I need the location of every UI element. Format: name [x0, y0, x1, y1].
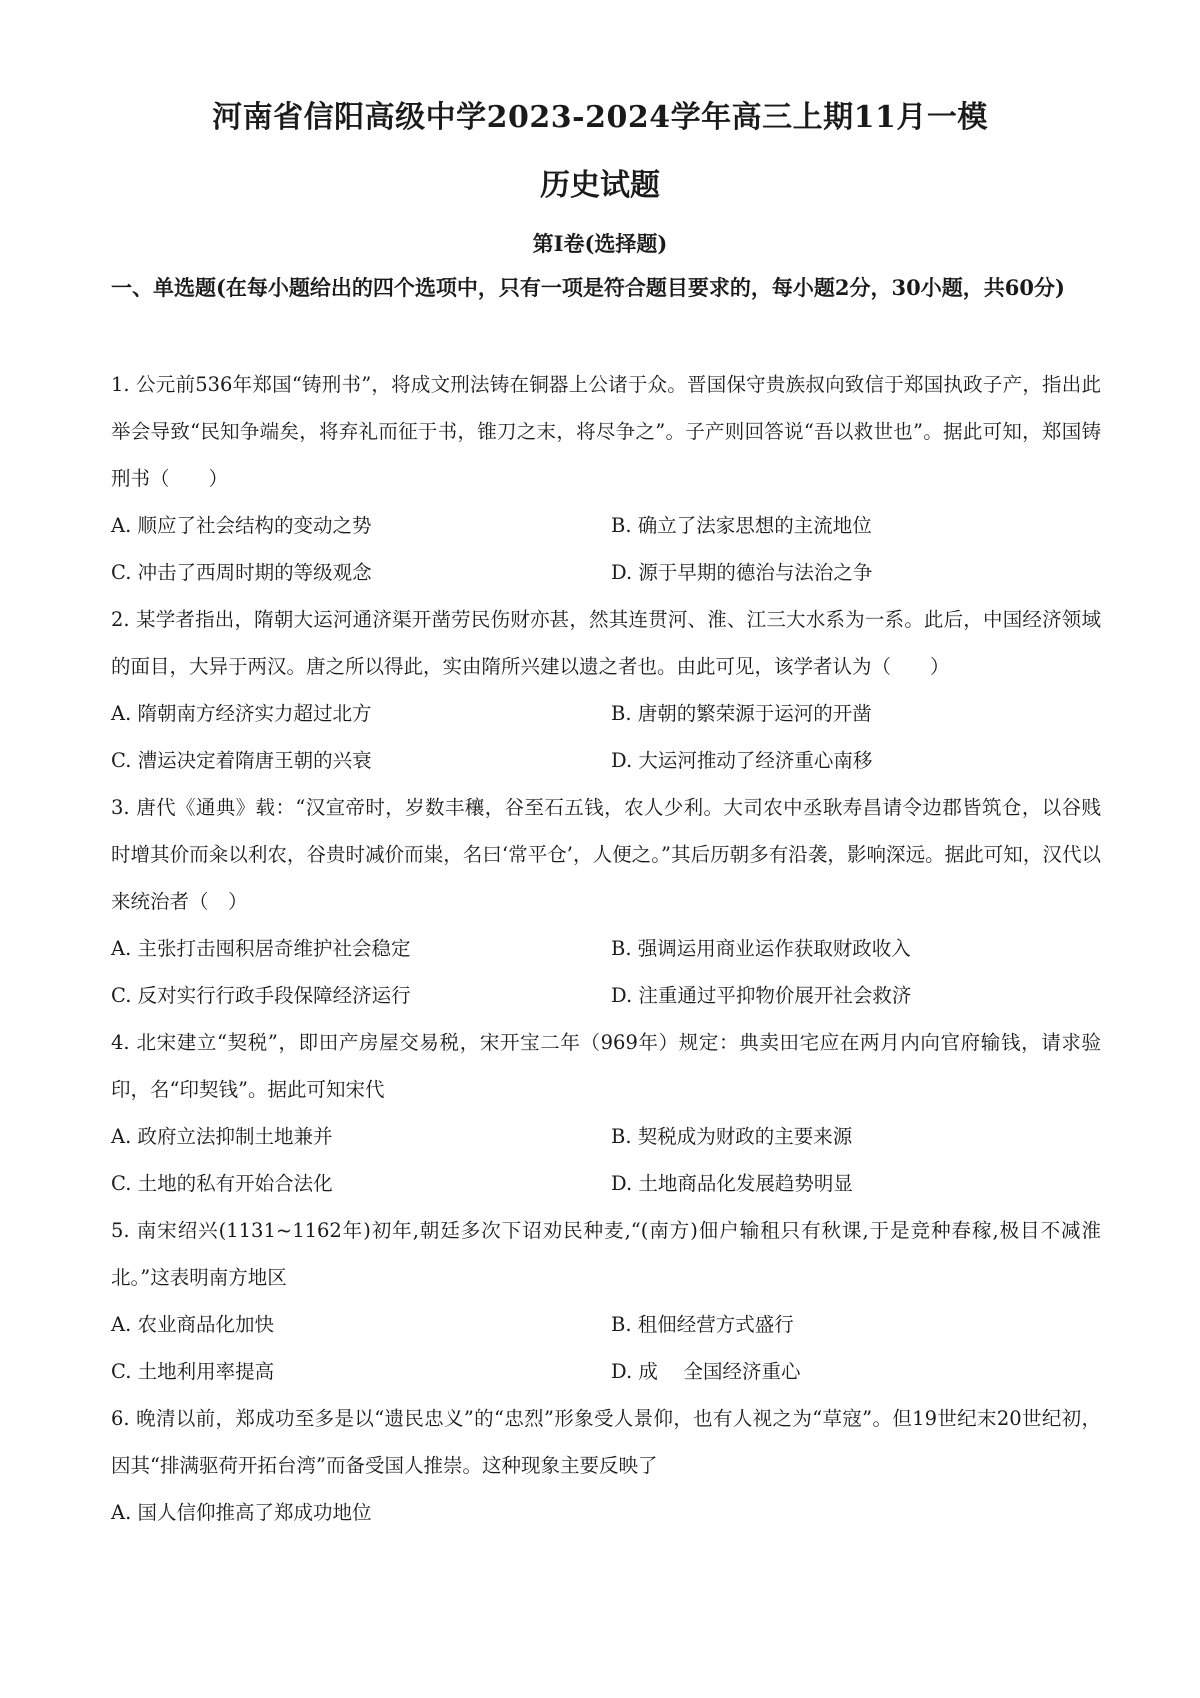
question-3 [111, 784, 1101, 1019]
option-group [111, 502, 1101, 596]
option-b[interactable]: B. 租佃经营方式盛行 [611, 1313, 794, 1336]
option-b[interactable]: B. 唐朝的繁荣源于运河的开凿 [611, 702, 872, 725]
option-c[interactable]: C. 冲击了西周时期的等级观念 [111, 561, 372, 584]
question-stem: 3. 唐代《通典》载：“汉宣帝时，岁数丰穰，谷至石五钱，农人少利。大司农中丞耿寿昌请令边郡皆筑仓，以谷贱时增其价而籴以利农，谷贵时减价而粜，名曰‘常平仓’，人便之。”其后历朝多有沿袭，影响深远。据此可知，汉代以来统治者（ ） [111, 796, 1101, 913]
option-a[interactable]: A. 农业商品化加快 [111, 1313, 274, 1336]
question-list [111, 361, 1101, 1536]
option-c[interactable]: C. 反对实行行政手段保障经济运行 [111, 984, 411, 1007]
question-stem: 4. 北宋建立“契税”，即田产房屋交易税，宋开宝二年（969年）规定：典卖田宅应在两月内向官府输钱，请求验印，名“印契钱”。据此可知宋代 [111, 1031, 1101, 1101]
option-b[interactable]: B. 强调运用商业运作获取财政收入 [611, 937, 911, 960]
question-2 [111, 596, 1101, 784]
exam-title: 河南省信阳高级中学2023-2024学年高三上期11月一模 [212, 100, 988, 135]
option-a[interactable]: A. 主张打击囤积居奇维护社会稳定 [111, 937, 411, 960]
option-d[interactable]: D. 成 全国经济重心 [611, 1360, 801, 1383]
question-1 [111, 361, 1101, 596]
option-c[interactable]: C. 漕运决定着隋唐王朝的兴衰 [111, 749, 372, 772]
option-b[interactable]: B. 确立了法家思想的主流地位 [611, 514, 872, 537]
option-d[interactable]: D. 土地商品化发展趋势明显 [611, 1172, 853, 1195]
option-group [111, 1489, 1101, 1536]
volume-heading: 第Ⅰ卷(选择题) [532, 231, 668, 256]
option-d[interactable]: D. 注重通过平抑物价展开社会救济 [611, 984, 912, 1007]
option-a[interactable]: A. 顺应了社会结构的变动之势 [111, 514, 372, 537]
option-a[interactable]: A. 国人信仰推高了郑成功地位 [111, 1501, 372, 1524]
section-instructions: 一、单选题(在每小题给出的四个选项中，只有一项是符合题目要求的，每小题2分，30小题，共60分) [111, 275, 1065, 300]
question-stem: 1. 公元前536年郑国“铸刑书”，将成文刑法铸在铜器上公诸于众。晋国保守贵族叔向致信于郑国执政子产，指出此举会导致“民知争端矣，将弃礼而征于书，锥刀之末，将尽争之”。子产则回答说“吾以救世也”。据此可知，郑国铸刑书（ ） [111, 373, 1101, 490]
option-group [111, 690, 1101, 784]
exam-subtitle: 历史试题 [540, 168, 660, 203]
question-stem: 2. 某学者指出，隋朝大运河通济渠开凿劳民伤财亦甚，然其连贯河、淮、江三大水系为一系。此后，中国经济领域的面目，大异于两汉。唐之所以得此，实由隋所兴建以遗之者也。由此可见，该学者认为（ ） [111, 608, 1101, 678]
option-c[interactable]: C. 土地利用率提高 [111, 1360, 275, 1383]
question-5 [111, 1207, 1101, 1395]
option-d[interactable]: D. 源于早期的德治与法治之争 [611, 561, 873, 584]
option-a[interactable]: A. 隋朝南方经济实力超过北方 [111, 702, 372, 725]
question-4 [111, 1019, 1101, 1207]
option-group [111, 1113, 1101, 1207]
option-d[interactable]: D. 大运河推动了经济重心南移 [611, 749, 873, 772]
question-6 [111, 1395, 1101, 1536]
option-b[interactable]: B. 契税成为财政的主要来源 [611, 1125, 853, 1148]
option-a[interactable]: A. 政府立法抑制土地兼并 [111, 1125, 333, 1148]
option-group [111, 925, 1101, 1019]
option-group [111, 1301, 1101, 1395]
question-stem: 5. 南宋绍兴(1131~1162年)初年,朝廷多次下诏劝民种麦,“(南方)佃户输租只有秋课,于是竞种春稼,极目不减淮北。”这表明南方地区 [111, 1219, 1101, 1289]
question-stem: 6. 晚清以前，郑成功至多是以“遗民忠义”的“忠烈”形象受人景仰，也有人视之为“草寇”。但19世纪末20世纪初，因其“排满驱荷开拓台湾”而备受国人推崇。这种现象主要反映了 [111, 1407, 1101, 1477]
option-c[interactable]: C. 土地的私有开始合法化 [111, 1172, 333, 1195]
